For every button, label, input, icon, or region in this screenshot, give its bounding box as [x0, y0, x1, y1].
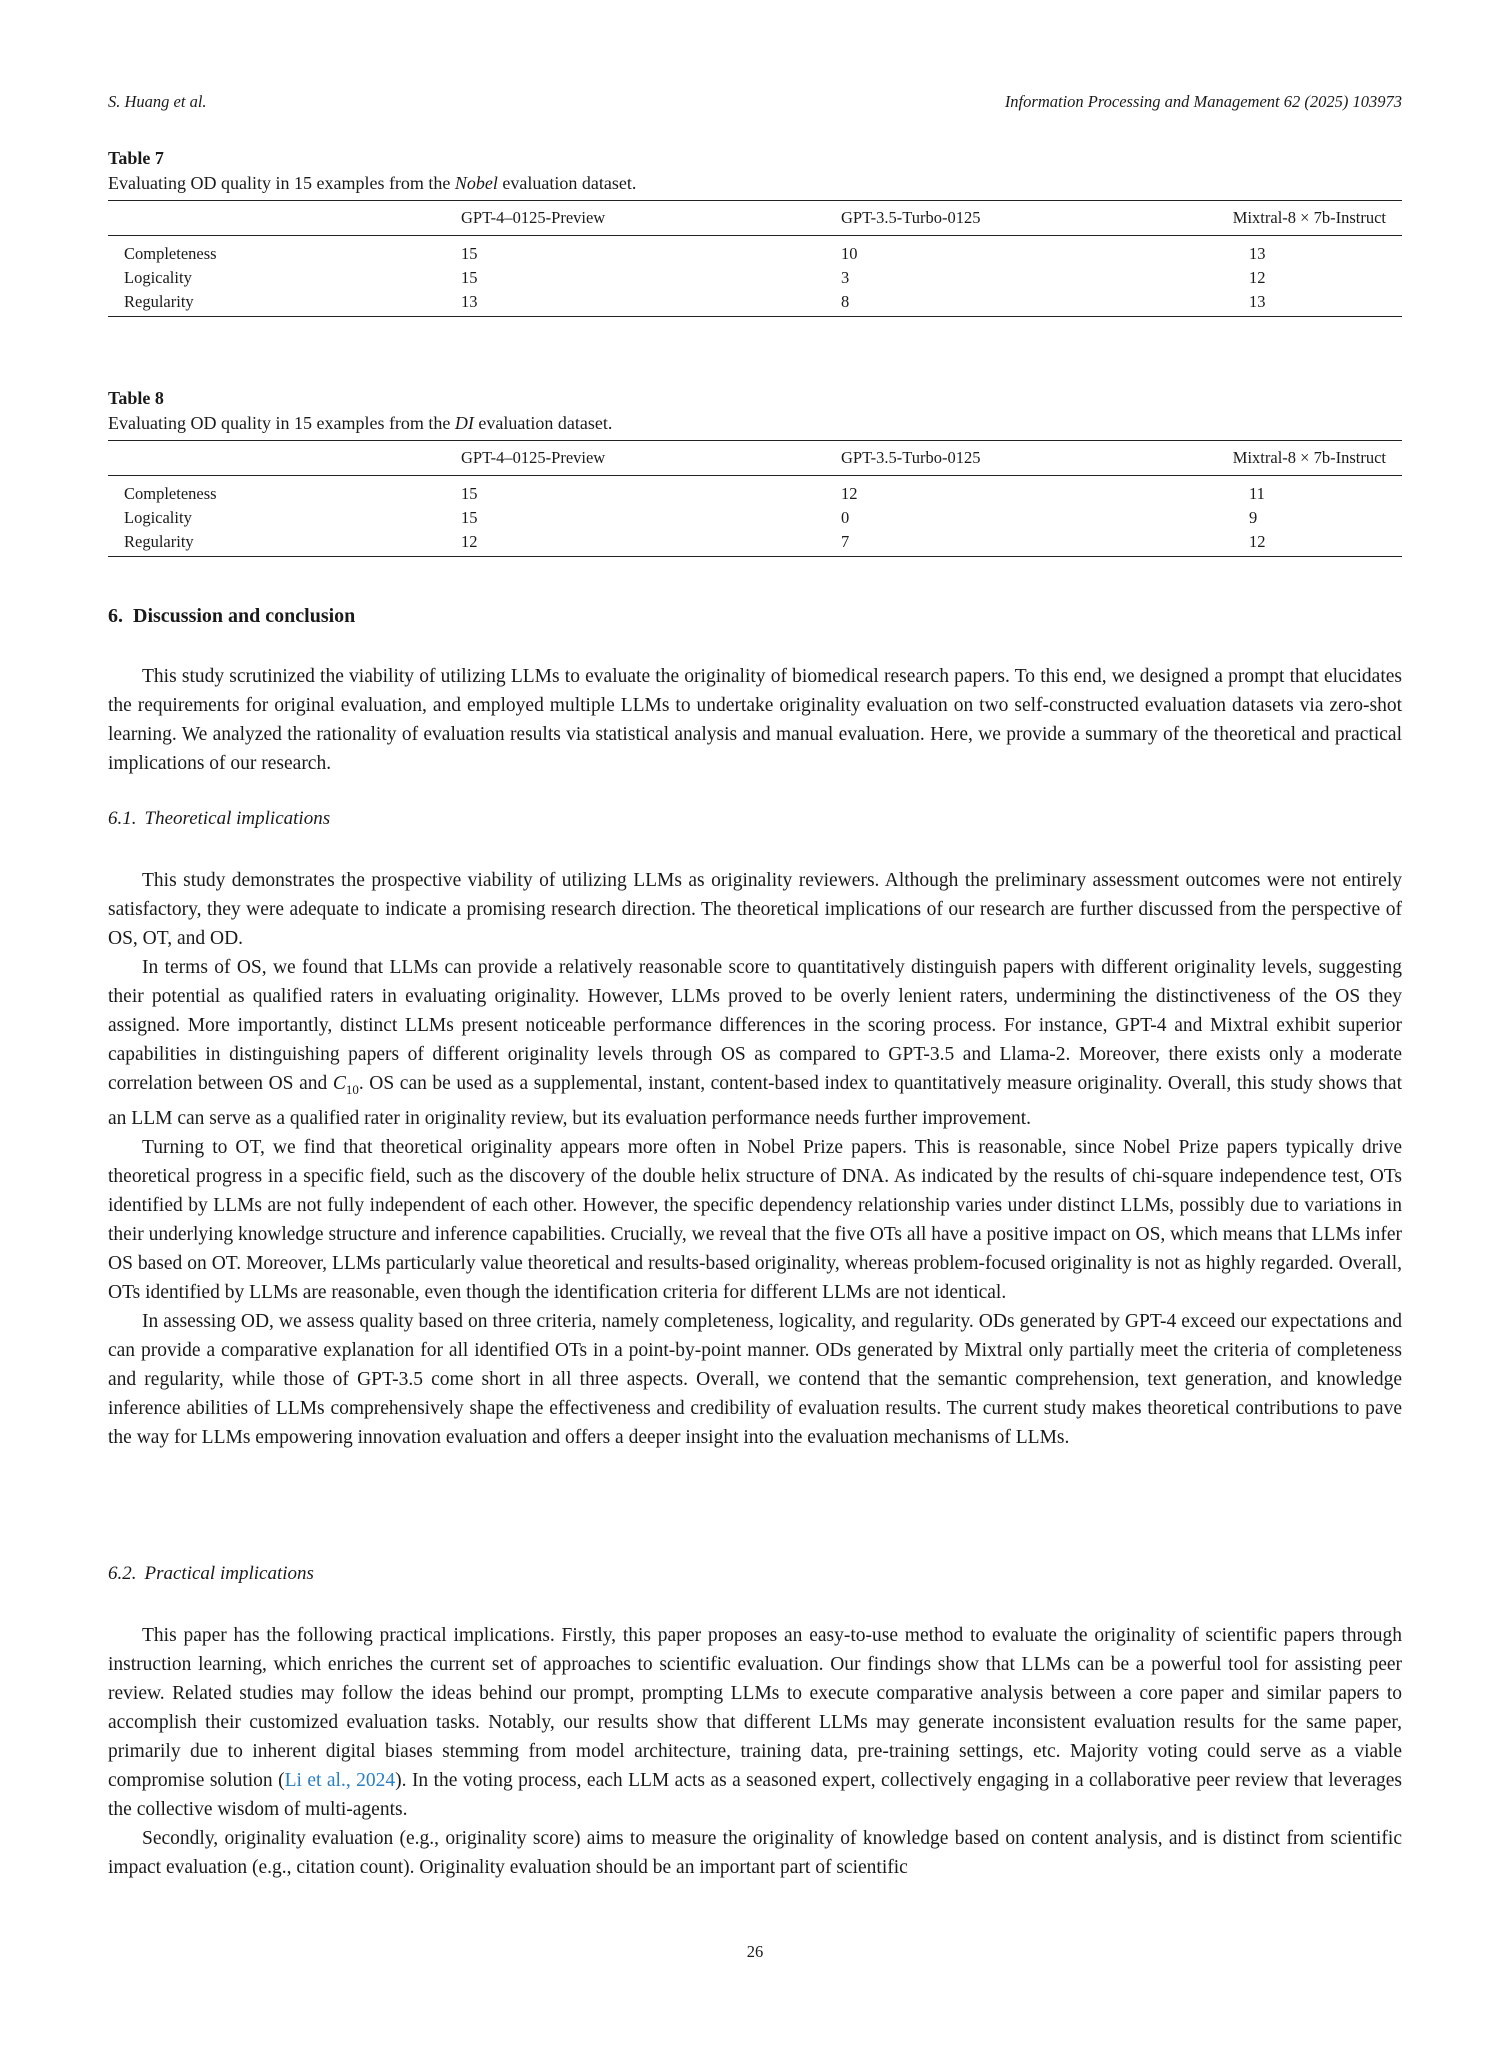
- c10-symbol: C: [332, 1073, 346, 1094]
- table-cell: 15: [461, 244, 478, 263]
- paragraph: In terms of OS, we found that LLMs can provide a relatively reasonable score to quantitatively distinguish papers with different originality levels, suggesting their potential as qualified raters in evaluating originality. However, LLMs proved to be overly lenient raters, undermining the distinctiveness of the OS they assigned. More importantly, distinct LLMs present noticeable performance differences in the scoring process. For instance, GPT-4 and Mixtral exhibit superior capabilities in distinguishing papers of different originality levels through OS as compared to GPT-3.5 and Llama-2. Moreover, there exists only a moderate correlation between OS and $C_{10}$. OS can be used as a supplemental, instant, content-based index to quantitatively measure originality. Overall, this study shows that an LLM can serve as a qualified rater in originality review, but its evaluation performance needs further improvement.: [108, 957, 1402, 1129]
- column-header: Mixtral-8 × 7b-Instruct: [1221, 441, 1402, 476]
- theoretical-text: [108, 866, 1402, 1452]
- table-row: [108, 476, 1402, 507]
- table-row: [108, 530, 1402, 557]
- running-head-authors: S. Huang et al.: [108, 92, 207, 111]
- table-cell: Completeness: [124, 484, 217, 503]
- table-cell: 8: [841, 290, 1221, 317]
- table-cell: 12: [1221, 530, 1402, 557]
- table-cell: 13: [461, 290, 841, 317]
- practical-text: [108, 1621, 1402, 1882]
- table-row: [108, 290, 1402, 317]
- table-cell: Regularity: [108, 290, 461, 317]
- table-cell: 15: [461, 268, 478, 287]
- table-cell: 15: [461, 484, 478, 503]
- table-row: [108, 506, 1402, 530]
- paragraph: This study scrutinized the viability of utilizing LLMs to evaluate the originality of biomedical research papers. To this end, we designed a prompt that elucidates the requirements for original evaluation, and employed multiple LLMs to undertake originality evaluation on two self-constructed evaluation datasets via zero-shot learning. We analyzed the rationality of evaluation results via statistical analysis and manual evaluation. Here, we provide a summary of the theoretical and practical implications of our research.: [108, 666, 1402, 774]
- table-cell: Regularity: [108, 530, 461, 557]
- table-caption: Evaluating OD quality in 15 examples from the DI evaluation dataset.: [108, 413, 613, 433]
- table-row: [108, 236, 1402, 267]
- table-8: [108, 386, 1402, 557]
- paragraph: Secondly, originality evaluation (e.g., originality score) aims to measure the originality of knowledge based on content analysis, and is distinct from scientific impact evaluation (e.g., citation count). Originality evaluation should be an important part of scientific: [108, 1828, 1402, 1878]
- table-cell: Completeness: [124, 244, 217, 263]
- table-cell: 13: [1221, 290, 1402, 317]
- table-cell: 13: [1249, 244, 1266, 263]
- paragraph: Turning to OT, we find that theoretical originality appears more often in Nobel Prize papers. This is reasonable, since Nobel Prize papers typically drive theoretical progress in a specific field, such as the discovery of the double helix structure of DNA. As indicated by the results of chi-square independence test, OTs identified by LLMs are not fully independent of each other. However, the specific dependency relationship varies under distinct LLMs, possibly due to variations in their underlying knowledge structure and inference capabilities. Crucially, we reveal that the five OTs all have a positive impact on OS, which means that LLMs infer OS based on OT. Moreover, LLMs particularly value theoretical and results-based originality, whereas problem-focused originality is not as highly regarded. Overall, OTs identified by LLMs are reasonable, even though the identification criteria for different LLMs are not identical.: [108, 1136, 1402, 1303]
- paragraph: In assessing OD, we assess quality based on three criteria, namely completeness, logicality, and regularity. ODs generated by GPT-4 exceed our expectations and can provide a comparative explanation for all identified OTs in a point-by-point manner. ODs generated by Mixtral only partially meet the criteria of completeness and regularity, while those of GPT-3.5 come short in all three aspects. Overall, we contend that the semantic comprehension, text generation, and knowledge inference abilities of LLMs comprehensively shape the effectiveness and credibility of evaluation results. The current study makes theoretical contributions to pave the way for LLMs empowering innovation evaluation and offers a deeper insight into the evaluation mechanisms of LLMs.: [108, 1310, 1402, 1448]
- table-label: Table 7: [108, 148, 164, 168]
- table-cell: 9: [1249, 508, 1258, 527]
- data-table: [108, 200, 1402, 317]
- table-label: Table 8: [108, 388, 164, 408]
- table-cell: 12: [461, 530, 841, 557]
- table-cell: 12: [841, 484, 858, 503]
- section-title: Discussion and conclusion: [133, 605, 356, 627]
- paragraph: This study demonstrates the prospective viability of utilizing LLMs as originality reviewers. Although the preliminary assessment outcomes were not entirely satisfactory, they were adequate to indicate a promising research direction. The theoretical implications of our research are further discussed from the perspective of OS, OT, and OD.: [108, 870, 1402, 949]
- table-cell: 12: [1249, 268, 1266, 287]
- table-cell: 3: [841, 268, 850, 287]
- table-cell: 10: [841, 244, 858, 263]
- table-row: [108, 266, 1402, 290]
- table-cell: 7: [841, 530, 1221, 557]
- running-head-journal: Information Processing and Management 62 (2025) 103973: [1004, 92, 1402, 111]
- column-header: [108, 201, 461, 236]
- table-header-row: [108, 201, 1402, 236]
- subsection-title: Theoretical implications: [144, 808, 331, 829]
- table-7: [108, 146, 1402, 317]
- column-header: GPT-3.5-Turbo-0125: [841, 441, 1221, 476]
- table-cell: 11: [1249, 484, 1265, 503]
- subsection-heading-practical: [108, 1563, 314, 1585]
- subsection-heading-theoretical: [108, 808, 330, 830]
- paragraph: This paper has the following practical implications. Firstly, this paper proposes an easy-to-use method to evaluate the originality of scientific papers through instruction learning, which enriches the current set of approaches to scientific evaluation. Our findings show that LLMs can be a powerful tool for assisting peer review. Related studies may follow the ideas behind our prompt, prompting LLMs to execute comparative analysis between a core paper and similar papers to accomplish their customized evaluation tasks. Notably, our results show that different LLMs may generate inconsistent evaluation results for the same paper, primarily due to inherent digital biases stemming from model architecture, training data, pre-training settings, etc. Majority voting could serve as a viable compromise solution (Li et al., 2024). In the voting process, each LLM acts as a seasoned expert, collectively engaging in a collaborative peer review that leverages the collective wisdom of multi-agents.: [108, 1625, 1403, 1820]
- intro-text: [108, 662, 1402, 778]
- section-heading: [108, 605, 355, 628]
- page-number: 26: [746, 1942, 764, 1961]
- column-header: [108, 441, 461, 476]
- data-table: [108, 440, 1402, 557]
- column-header: GPT-3.5-Turbo-0125: [841, 201, 1221, 236]
- subsection-number: 6.2.: [108, 1563, 137, 1584]
- column-header: GPT-4–0125-Preview: [461, 441, 841, 476]
- column-header: Mixtral-8 × 7b-Instruct: [1221, 201, 1402, 236]
- column-header: GPT-4–0125-Preview: [461, 201, 841, 236]
- table-cell: 0: [841, 508, 850, 527]
- table-cell: Logicality: [124, 268, 192, 287]
- table-cell: Logicality: [124, 508, 192, 527]
- table-caption: Evaluating OD quality in 15 examples from the Nobel evaluation dataset.: [108, 173, 637, 193]
- table-header-row: [108, 441, 1402, 476]
- section-number: 6.: [108, 605, 123, 627]
- subsection-title: Practical implications: [144, 1563, 314, 1584]
- subsection-number: 6.1.: [108, 808, 137, 829]
- table-cell: 15: [461, 508, 478, 527]
- citation-link[interactable]: Li et al., 2024: [284, 1770, 396, 1791]
